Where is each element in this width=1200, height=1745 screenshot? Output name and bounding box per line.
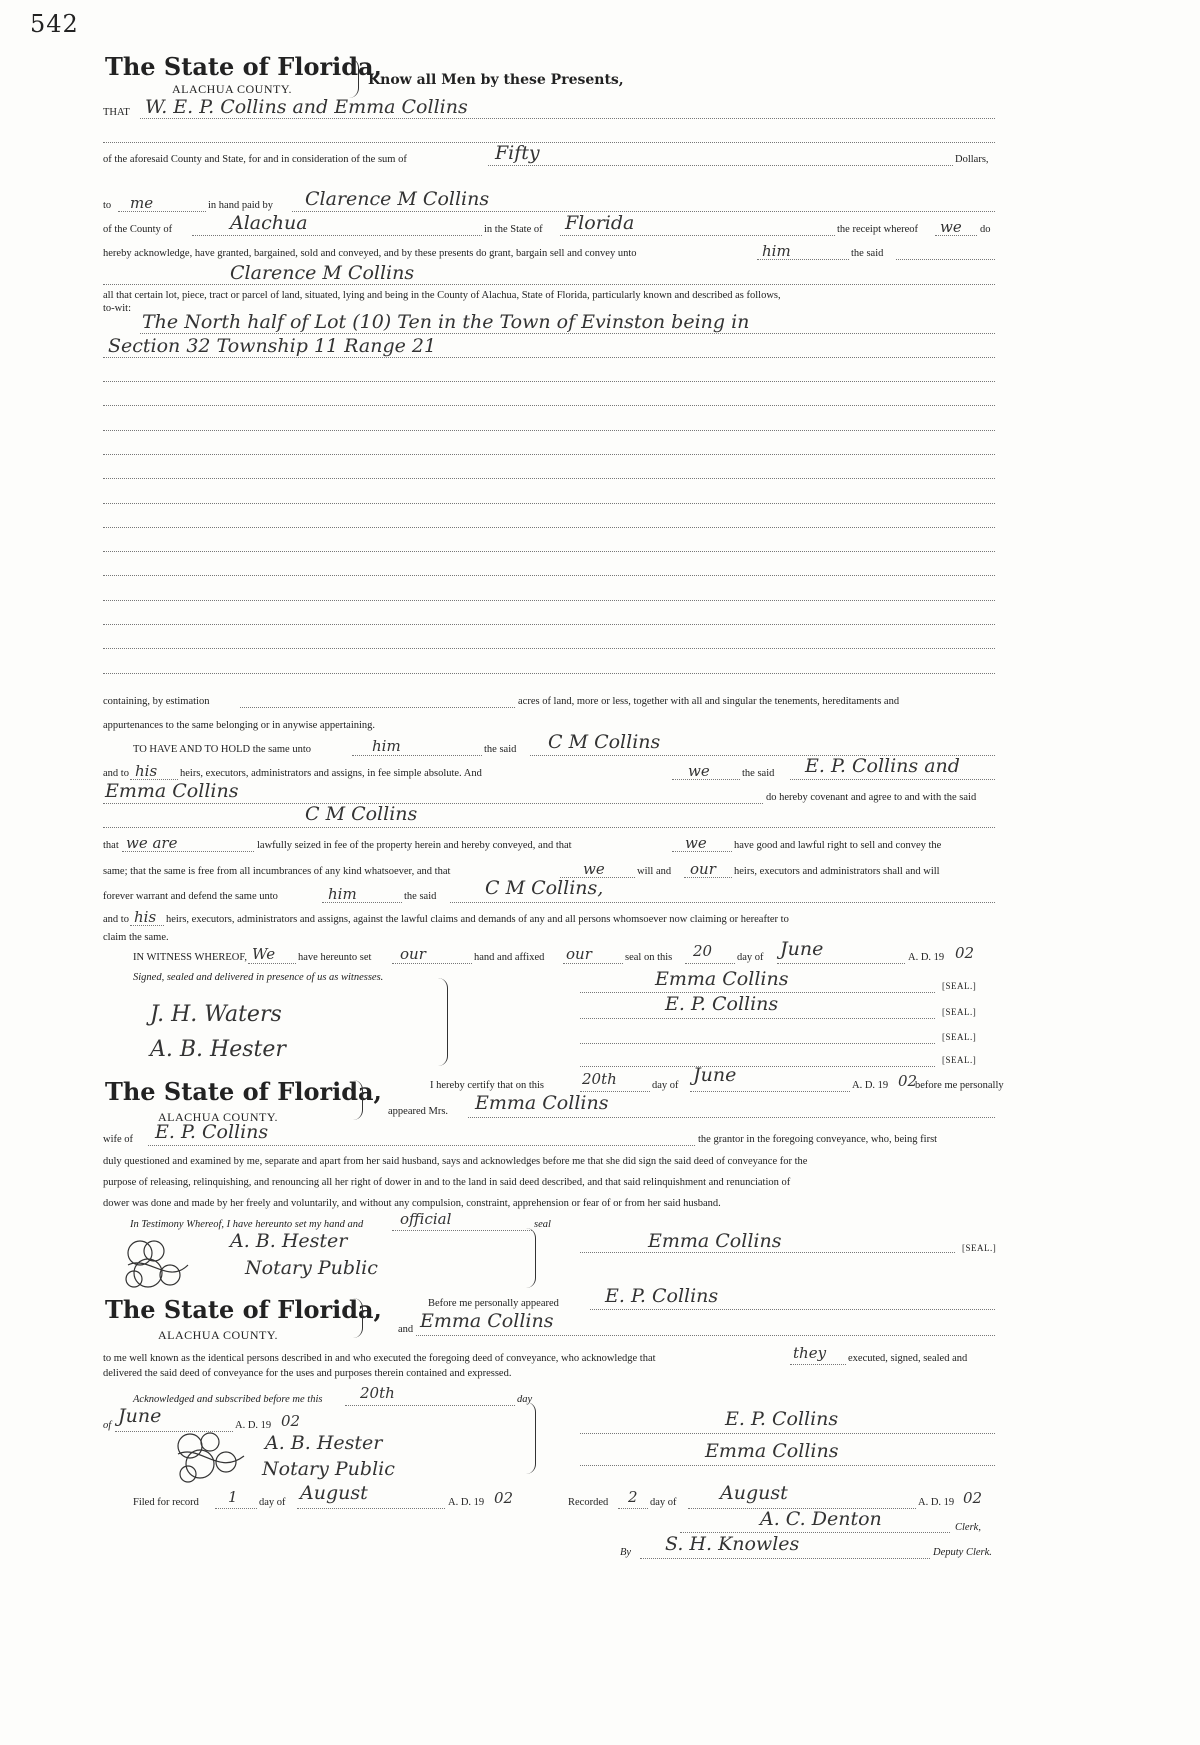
forever-said: the said [404,891,437,902]
and-to-2-label: and to [103,914,129,925]
ack2-day: 20th [360,1384,395,1402]
ack2-signature-2: Emma Collins [705,1440,839,1462]
clerk-label: Clerk, [955,1522,981,1533]
filed-month: August [300,1482,368,1504]
blank-line [103,454,995,455]
deputy-signature: S. H. Knowles [665,1533,800,1555]
covenantors-line-1: E. P. Collins and [805,755,960,777]
by-label: By [620,1547,632,1558]
ack2-name-1: E. P. Collins [605,1285,719,1307]
do-label: do [980,224,991,235]
state-of-label: in the State of [484,224,543,235]
that-label: THAT [103,107,130,118]
witness-1-signature: J. H. Waters [150,1002,282,1027]
warrant-tail-text: heirs, executors and administrators shall and will [734,866,940,877]
covenant-grantee: C M Collins [305,803,418,825]
to-value: me [130,194,154,212]
acknowledge-text: hereby acknowledge, have granted, bargained, sold and conveyed, and by these presents do grant, bargain sell and convey unto [103,248,637,259]
ack2-and: and [398,1324,414,1335]
ack2-line-1-tail: executed, signed, sealed and [848,1353,968,1364]
county-label-3: ALACHUA COUNTY. [158,1328,278,1342]
county-label-2: ALACHUA COUNTY. [158,1110,278,1124]
ack2-name-2: Emma Collins [420,1310,554,1332]
county-value: Alachua [230,212,308,234]
ack1-line-2: purpose of releasing, relinquishing, and renouncing all her right of dower in and to the land in said deed described, and that said relinquishment and renunciation of [103,1177,791,1188]
blank-line [103,405,995,406]
page-number: 542 [30,10,79,38]
signature-1: Emma Collins [655,968,789,990]
description-line-1: The North half of Lot (10) Ten in the Town of Evinston being in [142,311,750,333]
blank-line [103,600,995,601]
ack2-officer: A. B. Hester [265,1432,383,1454]
witness-text: IN WITNESS WHEREOF, [133,952,247,963]
consideration-amount: Fifty [495,142,540,164]
filed-text: Filed for record [133,1497,199,1508]
right-text: have good and lawful right to sell and convey the [734,840,942,851]
appurtenances-text: appurtenances to the same belonging or in anywise appertaining. [103,720,376,731]
recorded-day-of: day of [650,1497,677,1508]
notary-seal-icon [118,1235,208,1295]
ack1-before: before me personally [915,1080,1004,1091]
ack1-officer-title: Notary Public [245,1257,378,1279]
recorded-ad: A. D. 19 [918,1497,955,1508]
state-title-2: The State of Florida, [105,1077,382,1106]
county-label: ALACHUA COUNTY. [172,82,292,96]
notary-seal-2-icon [170,1428,260,1488]
acres-text: acres of land, more or less, together with all and singular the tenements, hereditaments and [518,696,900,707]
ack1-day: 20th [582,1070,617,1088]
and-value: we [688,762,710,780]
hereunto-value: our [400,945,426,963]
signed-sealed-text: Signed, sealed and delivered in presence of us as witnesses. [133,972,384,983]
ack2-day-word: day [517,1394,533,1405]
ack1-brace [352,1080,363,1120]
ack1-month: June [693,1064,737,1086]
ack2-of: of [103,1420,112,1431]
state-title: The State of Florida, [105,52,382,81]
to-label: to [103,200,112,211]
forever-value: him [328,885,357,903]
ack2-line-2: delivered the said deed of conveyance for the uses and purposes therein contained and expressed. [103,1368,512,1379]
grantor-text: the grantor in the foregoing conveyance, who, being first [698,1134,938,1145]
ack2-line-1: to me well known as the identical persons described in and who executed the foregoing deed of conveyance, who acknowledge that [103,1353,656,1364]
ack1-seal-label: [SEAL.] [962,1243,997,1253]
payer-handwritten: Clarence M Collins [305,188,490,210]
witness-2-signature: A. B. Hester [150,1037,286,1062]
ad-label: A. D. 19 [908,952,945,963]
dollars-label: Dollars, [955,154,989,165]
lawfully-value: we [685,834,707,852]
grantee-handwritten: Clarence M Collins [230,262,415,284]
blank-line [103,673,995,674]
ack2-officer-title: Notary Public [262,1458,395,1480]
lot-text: all that certain lot, piece, tract or parcel of land, situated, lying and being in the County of Alachua, State of Florida, particularly known and described as follows, [103,290,781,301]
seal-label-4: [SEAL.] [942,1055,977,1065]
description-line-2: Section 32 Township 11 Range 21 [108,335,437,357]
recorded-year: 02 [963,1489,983,1507]
signature-2: E. P. Collins [665,993,779,1015]
ack2-ad: A. D. 19 [235,1420,272,1431]
ack2-signature-1: E. P. Collins [725,1408,839,1430]
month-value: June [780,938,824,960]
forever-text: forever warrant and defend the same unto [103,891,278,902]
appeared-name: Emma Collins [475,1092,609,1114]
seal-word: seal [534,1219,551,1230]
and-to-label: and to [103,768,129,779]
ack1-ad: A. D. 19 [852,1080,889,1091]
blank-line [103,527,995,528]
ack1-year: 02 [898,1072,918,1090]
recorded-text: Recorded [568,1497,609,1508]
testimony-text: In Testimony Whereof, I have hereunto set my hand and [130,1219,364,1230]
seal-label-2: [SEAL.] [942,1007,977,1017]
forever-grantee: C M Collins, [485,877,604,899]
and-to-2-value: his [134,908,157,926]
the-said-label: the said [851,248,884,259]
blank-line [103,478,995,479]
blank-line [103,575,995,576]
that-label-2: that [103,840,119,851]
deputy-clerk-label: Deputy Clerk. [933,1547,992,1558]
same-free-text: same; that the same is free from all incumbrances of any kind whatsoever, and that [103,866,451,877]
know-all-men: Know all Men by these Presents, [368,72,624,88]
to-have-grantee: C M Collins [548,731,661,753]
county-of-label: of the County of [103,224,173,235]
containing-text: containing, by estimation [103,696,210,707]
hand-affixed-text: hand and affixed [474,952,545,963]
recorded-month: August [720,1482,788,1504]
husband-name: E. P. Collins [155,1121,269,1143]
and-said-label: the said [742,768,775,779]
receipt-label: the receipt whereof [837,224,919,235]
appeared-text: appeared Mrs. [388,1106,449,1117]
consideration-text: of the aforesaid County and State, for and in consideration of the sum of [103,154,407,165]
lawfully-text: lawfully seized in fee of the property herein and hereby conveyed, and that [257,840,572,851]
covenantors-line-2: Emma Collins [105,780,239,802]
blank-line [103,430,995,431]
ack1-day-of: day of [652,1080,679,1091]
witness-brace [437,978,448,1066]
seal-on-text: seal on this [625,952,673,963]
ack1-line-3: dower was done and made by her freely and voluntarily, and without any compulsion, constraint, apprehension or fear of or from her said husband. [103,1198,721,1209]
year-value: 02 [955,944,975,962]
free-value: we [583,860,605,878]
blank-line [103,381,995,382]
and-to-value: his [135,762,158,780]
filed-year: 02 [494,1489,514,1507]
claims-text: heirs, executors, administrators and assigns, against the lawful claims and demands of any and all persons whomsoever now claiming or hereafter to [166,914,789,925]
hereunto-text: have hereunto set [298,952,372,963]
heirs-text: heirs, executors, administrators and assigns, in fee simple absolute. And [180,768,482,779]
will-value: our [690,860,716,878]
ack1-line-1: duly questioned and examined by me, separate and apart from her said husband, says and acknowledges before me that she did sign the said deed of conveyance for the [103,1156,808,1167]
that-value: we are [126,834,178,852]
claim-the-same: claim the same. [103,932,169,943]
affixed-value: our [566,945,592,963]
ack2-brace [352,1298,363,1338]
filed-ad: A. D. 19 [448,1497,485,1508]
blank-line [103,648,995,649]
ack2-sign-brace [525,1402,536,1474]
to-have-said: the said [484,744,517,755]
blank-line [103,551,995,552]
ack1-signature: Emma Collins [648,1230,782,1252]
day-of-label: day of [737,952,764,963]
clerk-signature: A. C. Denton [760,1508,882,1530]
ack2-they: they [793,1344,827,1362]
unto-value: him [762,242,791,260]
covenant-text: do hereby covenant and agree to and with the said [766,792,977,803]
grantors-handwritten: W. E. P. Collins and Emma Collins [145,96,468,118]
acknowledged-text: Acknowledged and subscribed before me this [133,1394,323,1405]
blank-line [103,624,995,625]
witness-value: We [252,945,276,963]
ack1-officer: A. B. Hester [230,1230,348,1252]
wife-of-label: wife of [103,1134,134,1145]
state-value: Florida [565,212,635,234]
recorded-day: 2 [628,1488,638,1506]
ack2-before: Before me personally appeared [428,1298,559,1309]
will-and-label: will and [637,866,672,877]
to-have-text: TO HAVE AND TO HOLD the same unto [133,744,312,755]
receipt-value: we [940,218,962,236]
to-wit-label: to-wit: [103,303,131,314]
ack2-year: 02 [281,1412,301,1430]
certify-text: I hereby certify that on this [430,1080,545,1091]
to-have-value: him [372,737,401,755]
filed-day-of: day of [259,1497,286,1508]
seal-label-1: [SEAL.] [942,981,977,991]
seal-label-3: [SEAL.] [942,1032,977,1042]
blank-line [103,503,995,504]
header-brace [348,58,359,98]
filed-day: 1 [228,1488,238,1506]
ack1-sign-brace [525,1228,536,1288]
ack2-month: June [118,1405,162,1427]
state-title-3: The State of Florida, [105,1295,382,1324]
in-hand-paid-label: in hand paid by [208,200,274,211]
testimony-value: official [400,1210,452,1228]
day-value: 20 [693,942,713,960]
